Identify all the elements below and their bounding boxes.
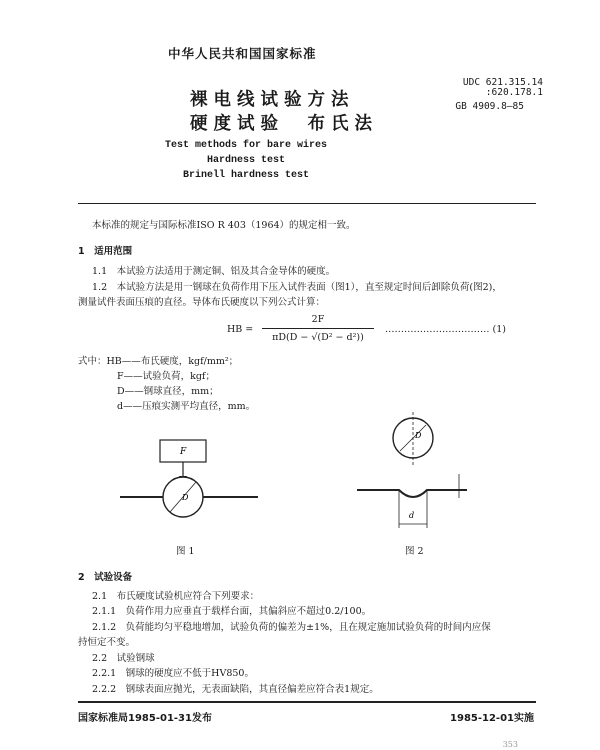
english-title-3: Brinell hardness test (182, 170, 310, 181)
udc-code (463, 78, 543, 98)
gb-number: GB 4909.8—85 (455, 101, 524, 112)
formula-number: …………………………… (1) (385, 324, 506, 335)
definition-hb: 式中：HB——布氏硬度，kgf/mm²； (78, 356, 239, 367)
title-line-2: 硬度试验 布氏法 (190, 114, 378, 134)
intro-paragraph: 本标准的规定与国际标准ISO R 403（1964）的规定相一致。 (92, 220, 356, 231)
header-rule (78, 203, 536, 204)
publish-date: 国家标准局1985-01-31发布 (78, 713, 212, 724)
formula-denominator: πD(D − √(D² − d²)) (272, 332, 364, 343)
paragraph-1-2: 1.2 本试验方法是用一钢球在负荷作用下压入试件表面（图1），直至规定时间后卸除负荷(图2)， (92, 282, 502, 293)
paragraph-1-2-cont: 测量试件表面压痕的直径。导体布氏硬度以下列公式计算： (78, 297, 326, 308)
section-2-heading: 2 试验设备 (78, 572, 133, 583)
footer-rule (78, 701, 536, 703)
paragraph-2-2: 2.2 试验钢球 (92, 653, 155, 664)
label-d-ball: D (182, 493, 189, 502)
definition-d-ball: D——钢球直径，mm； (117, 386, 219, 397)
page-number: 353 (502, 740, 518, 749)
section-1-heading: 1 适用范围 (78, 246, 133, 257)
definition-f: F——试验负荷，kgf； (117, 371, 215, 382)
english-title-1: Test methods for bare wires (164, 140, 328, 151)
figure-1-caption: 图 1 (176, 546, 195, 557)
paragraph-2-2-2: 2.2.2 钢球表面应抛光，无表面缺陷，其直径偏差应符合表1规定。 (92, 684, 379, 695)
fraction-bar (262, 328, 374, 329)
udc-line-1: UDC 621.315.14 (462, 77, 543, 88)
paragraph-1-1: 1.1 本试验方法适用于测定铜、铝及其合金导体的硬度。 (92, 266, 336, 277)
label-d-indent: d (409, 511, 415, 520)
indented-surface (357, 490, 467, 497)
figure-2-diagram (355, 412, 480, 537)
title-line-1: 裸电线试验方法 (190, 90, 355, 110)
udc-line-2: :620.178.1 (485, 87, 543, 98)
paragraph-2-1: 2.1 布氏硬度试验机应符合下列要求： (92, 591, 260, 602)
paragraph-2-1-2-cont: 持恒定不变。 (78, 637, 136, 648)
paragraph-2-1-2: 2.1.2 负荷能均匀平稳地增加，试验负荷的偏差为±1%，且在规定施加试验负荷的时间内应保 (92, 622, 491, 633)
issuing-authority: 中华人民共和国国家标准 (168, 46, 317, 61)
effective-date: 1985-12-01实施 (450, 713, 534, 724)
definition-d-indent: d——压痕实测平均直径，mm。 (117, 401, 256, 412)
english-title-2: Hardness test (206, 155, 285, 166)
paragraph-2-2-1: 2.2.1 钢球的硬度应不低于HV850。 (92, 668, 254, 679)
figure-1-diagram (120, 430, 260, 535)
figure-2-caption: 图 2 (405, 546, 424, 557)
label-f: F (180, 447, 187, 457)
formula-numerator: 2F (311, 314, 325, 325)
label-d-ball-2: D (415, 431, 422, 440)
formula-lhs: HB = (227, 324, 254, 335)
paragraph-2-1-1: 2.1.1 负荷作用力应垂直于载样台面，其偏斜应不超过0.2/100。 (92, 606, 372, 617)
